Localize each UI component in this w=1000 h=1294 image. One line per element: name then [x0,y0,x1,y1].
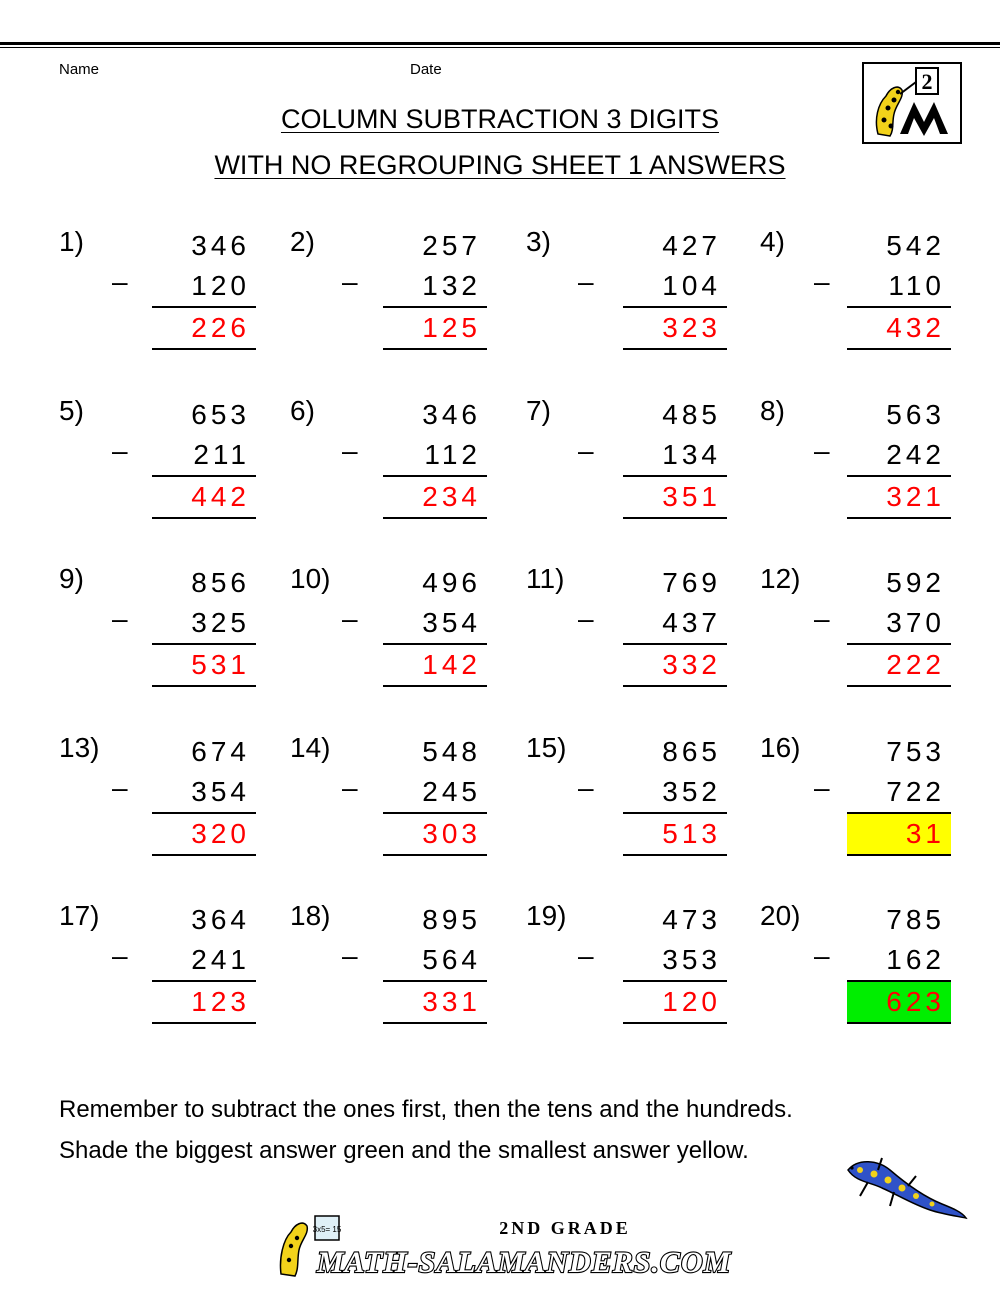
answer-line [152,685,256,687]
blue-salamander-icon [838,1148,968,1228]
problem-number: 12) [760,563,801,594]
minuend: 592 [886,567,945,598]
subtrahend: 211 [193,439,250,470]
problem-number: 4) [760,226,785,257]
minus-sign: – [342,772,358,803]
subtrahend: 242 [886,439,945,470]
answer-line [847,1022,951,1024]
problem-column [847,900,951,1024]
answer-line [383,854,487,856]
minus-sign: – [814,772,830,803]
problem-number: 10) [290,563,331,594]
problem-number: 9) [59,563,84,594]
answer: 332 [662,649,721,680]
footer-site-text: MATH-SALAMANDERS.COM [317,1246,732,1279]
answer: 234 [422,481,481,512]
minuend: 653 [191,399,250,430]
answer: 142 [422,649,481,680]
subtrahend: 112 [424,439,481,470]
minus-sign: – [578,603,594,634]
problem-number: 15) [526,732,567,763]
instruction-line2: Shade the biggest answer green and the smallest answer yellow. [59,1137,749,1164]
subtrahend: 354 [191,776,250,807]
problem-column [847,226,951,350]
problem-column [847,395,951,519]
subtrahend: 564 [422,944,481,975]
minus-sign: – [342,266,358,297]
problem-column [623,900,727,1024]
problem-number: 8) [760,395,785,426]
subtrahend: 162 [886,944,945,975]
answer: 442 [191,481,250,512]
answer-line [623,517,727,519]
problem-number: 20) [760,900,801,931]
subtrahend: 104 [662,270,721,301]
minuend: 542 [886,230,945,261]
subtrahend: 370 [886,607,945,638]
problem-number: 6) [290,395,315,426]
problem-column [152,226,256,350]
minus-sign: – [342,940,358,971]
minuend: 473 [662,904,721,935]
answer: 531 [191,649,250,680]
minus-sign: – [112,603,128,634]
minus-sign: – [814,266,830,297]
answer-line [152,854,256,856]
minuend: 769 [662,567,721,598]
minuend: 674 [191,736,250,767]
subtrahend: 437 [662,607,721,638]
answer: 120 [662,986,721,1017]
minus-sign: – [814,435,830,466]
minus-sign: – [112,772,128,803]
answer: 513 [662,818,721,849]
subtrahend: 352 [662,776,721,807]
problem-column [623,395,727,519]
problem-number: 1) [59,226,84,257]
problem-column [847,732,951,856]
minuend: 548 [422,736,481,767]
problem-number: 17) [59,900,100,931]
answer-line [152,517,256,519]
problem-column [623,563,727,687]
minus-sign: – [342,603,358,634]
subtrahend: 325 [191,607,250,638]
minuend: 485 [662,399,721,430]
subtrahend: 120 [191,270,250,301]
problem-number: 7) [526,395,551,426]
footer-grade-text: 2ND GRADE [499,1218,631,1238]
minus-sign: – [814,603,830,634]
problem-number: 13) [59,732,100,763]
problem-number: 11) [526,563,565,594]
answer-line [623,348,727,350]
answer: 323 [662,312,721,343]
minus-sign: – [112,266,128,297]
subtrahend: 353 [662,944,721,975]
minuend: 346 [191,230,250,261]
answer: 331 [422,986,481,1017]
answer-line [383,685,487,687]
minus-sign: – [342,435,358,466]
date-label: Date [410,61,442,78]
answer-line [383,517,487,519]
minus-sign: – [112,940,128,971]
answer: 222 [886,649,945,680]
answer-line [623,685,727,687]
subtrahend: 241 [191,944,250,975]
footer-board-text: 3x5= 15 [312,1225,342,1234]
problem-number: 2) [290,226,315,257]
problem-column [152,732,256,856]
problem-column [383,563,487,687]
subtrahend: 132 [422,270,481,301]
minus-sign: – [578,940,594,971]
problem-number: 19) [526,900,567,931]
problem-number: 14) [290,732,331,763]
answer-line [152,1022,256,1024]
minuend: 346 [422,399,481,430]
answer: 321 [886,481,945,512]
subtrahend: 110 [888,270,945,301]
answer-line [623,1022,727,1024]
subtrahend: 245 [422,776,481,807]
answer-line [383,348,487,350]
problem-column [383,900,487,1024]
answer: 351 [662,481,721,512]
math-salamanders-logo [275,1210,735,1280]
problem-number: 18) [290,900,331,931]
answer: 125 [422,312,481,343]
problem-column [152,563,256,687]
problem-column [152,395,256,519]
minuend: 865 [662,736,721,767]
problem-number: 5) [59,395,84,426]
worksheet-title-line2: WITH NO REGROUPING SHEET 1 ANSWERS [214,150,786,180]
answer-line [847,348,951,350]
worksheet-title-line1: COLUMN SUBTRACTION 3 DIGITS [280,104,720,134]
minus-sign: – [112,435,128,466]
minuend: 856 [191,567,250,598]
answer: 226 [191,312,250,343]
problem-number: 3) [526,226,551,257]
minus-sign: – [814,940,830,971]
subtrahend: 134 [662,439,721,470]
problem-column [383,226,487,350]
answer-line [847,517,951,519]
answer-line [152,348,256,350]
answer: 123 [191,986,250,1017]
minuend: 785 [886,904,945,935]
minuend: 753 [886,736,945,767]
answer: 303 [422,818,481,849]
problem-number: 16) [760,732,801,763]
minuend: 895 [422,904,481,935]
minuend: 427 [662,230,721,261]
minuend: 496 [422,567,481,598]
minuend: 257 [422,230,481,261]
name-label: Name [59,61,100,78]
minuend: 364 [191,904,250,935]
minus-sign: – [578,435,594,466]
problem-column [383,395,487,519]
grade-badge-number: 2 [921,69,933,94]
minus-sign: – [578,266,594,297]
problem-column [383,732,487,856]
minus-sign: – [578,772,594,803]
answer-line [383,1022,487,1024]
answer-line [847,685,951,687]
answer-line [847,854,951,856]
instruction-line1: Remember to subtract the ones first, then the tens and the hundreds. [59,1096,793,1123]
answer: 623 [847,982,951,1022]
problem-column [623,732,727,856]
answer: 432 [886,312,945,343]
answer: 320 [191,818,250,849]
subtrahend: 354 [422,607,481,638]
answer-line [623,854,727,856]
answer: 31 [847,814,951,854]
minuend: 563 [886,399,945,430]
problem-column [152,900,256,1024]
problem-column [623,226,727,350]
problem-column [847,563,951,687]
subtrahend: 722 [886,776,945,807]
